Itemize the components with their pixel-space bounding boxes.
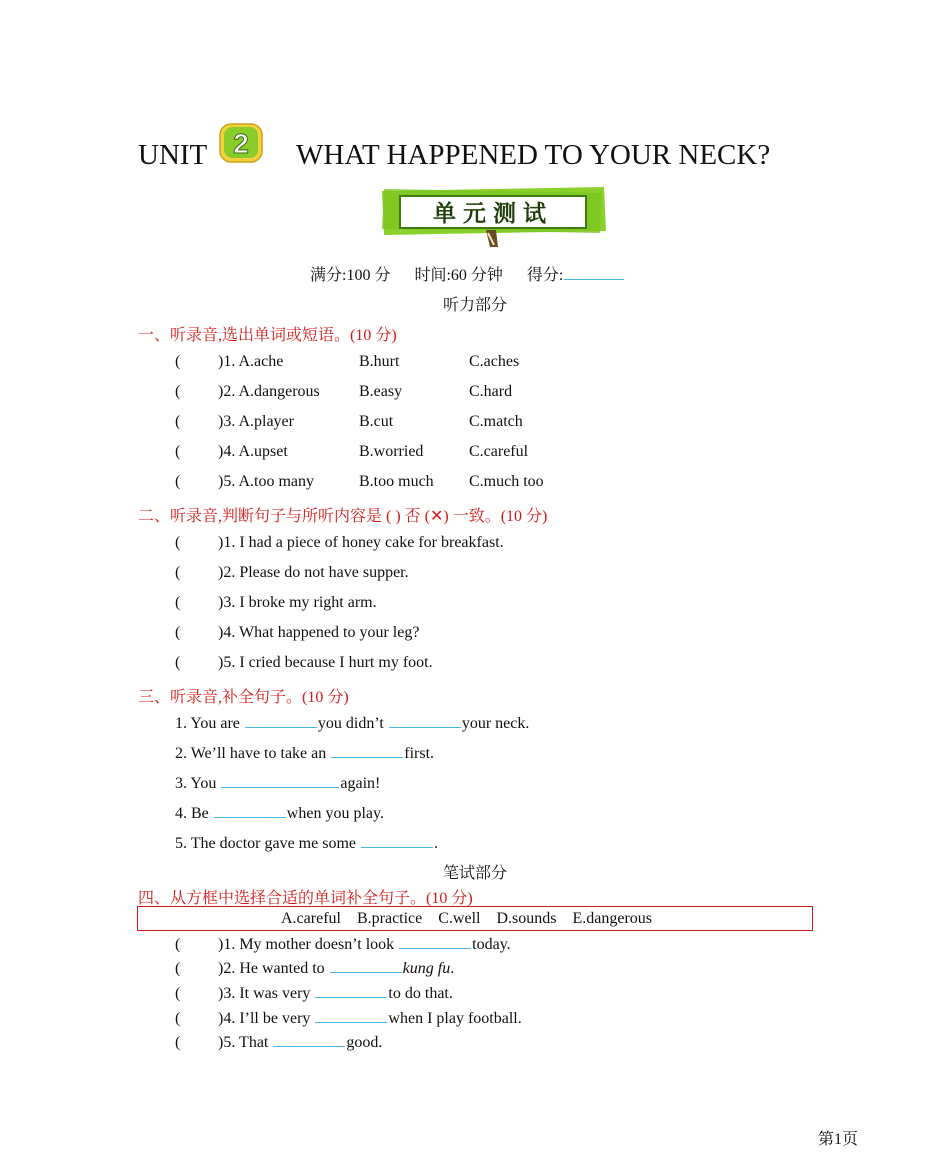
section1-heading: 一、听录音,选出单词或短语。(10 分): [138, 327, 397, 344]
s1-item5-c: C.much too: [469, 473, 544, 490]
s4-item2: )2. He wanted to kung fu.: [218, 960, 455, 977]
s2-item5: )5. I cried because I hurt my foot.: [218, 654, 433, 671]
answer-paren[interactable]: (: [175, 1034, 181, 1051]
s1-item3-a: )3. A.player: [218, 413, 294, 430]
answer-paren[interactable]: (: [175, 1010, 181, 1027]
s1-item3-c: C.match: [469, 413, 523, 430]
score-blank[interactable]: [564, 278, 624, 280]
word-options: A.careful B.practice C.well D.sounds E.dangerous: [281, 910, 653, 927]
fill-blank[interactable]: [330, 971, 402, 973]
s3-sentence1: 1. You are you didn’t your neck.: [175, 715, 530, 732]
writing-part-title: 笔试部分: [442, 865, 507, 882]
s2-item2: )2. Please do not have supper.: [218, 564, 409, 581]
s3-sentence5: 5. The doctor gave me some .: [175, 835, 438, 852]
section2-heading: 二、听录音,判断句子与所听内容是 ( ) 否 (✕) 一致。(10 分): [138, 508, 548, 525]
unit-number-badge: [218, 122, 264, 164]
score-label: 得分:: [526, 267, 564, 284]
s1-item5-b: B.too much: [359, 473, 434, 490]
fill-blank[interactable]: [389, 726, 461, 728]
unit-label: UNIT: [138, 139, 208, 171]
s4-item1: )1. My mother doesn’t look today.: [218, 936, 511, 953]
fill-blank[interactable]: [315, 996, 387, 998]
s2-item3: )3. I broke my right arm.: [218, 594, 377, 611]
s3-sentence3: 3. You again!: [175, 775, 381, 792]
fill-blank[interactable]: [361, 846, 433, 848]
answer-paren[interactable]: (: [175, 594, 181, 611]
s1-item4-a: )4. A.upset: [218, 443, 288, 460]
fill-blank[interactable]: [273, 1045, 345, 1047]
s2-item4: )4. What happened to your leg?: [218, 624, 420, 641]
s1-item3-b: B.cut: [359, 413, 394, 430]
s3-sentence4: 4. Be when you play.: [175, 805, 384, 822]
page-number: 第1页: [818, 1131, 859, 1148]
s1-item2-b: B.easy: [359, 383, 403, 400]
s3-sentence2: 2. We’ll have to take an first.: [175, 745, 435, 762]
answer-paren[interactable]: (: [175, 936, 181, 953]
section4-heading: 四、从方框中选择合适的单词补全句子。(10 分): [138, 890, 473, 907]
s1-item1-c: C.aches: [469, 353, 520, 370]
s1-item1-b: B.hurt: [359, 353, 400, 370]
s1-item2-c: C.hard: [469, 383, 513, 400]
s4-item5: )5. That good.: [218, 1034, 383, 1051]
answer-paren[interactable]: (: [175, 985, 181, 1002]
answer-paren[interactable]: (: [175, 960, 181, 977]
listening-part-title: 听力部分: [442, 297, 507, 314]
answer-paren[interactable]: (: [175, 383, 181, 400]
answer-paren[interactable]: (: [175, 353, 181, 370]
s1-item4-c: C.careful: [469, 443, 529, 460]
s2-item1: )1. I had a piece of honey cake for breakfast.: [218, 534, 504, 551]
answer-paren[interactable]: (: [175, 624, 181, 641]
fill-blank[interactable]: [399, 947, 471, 949]
s1-item2-a: )2. A.dangerous: [218, 383, 320, 400]
unit-number: 2: [233, 128, 249, 159]
full-score: 满分:100 分: [310, 267, 391, 284]
fill-blank[interactable]: [331, 756, 403, 758]
s4-item4: )4. I’ll be very when I play football.: [218, 1010, 522, 1027]
answer-paren[interactable]: (: [175, 473, 181, 490]
answer-paren[interactable]: (: [175, 564, 181, 581]
fill-blank[interactable]: [214, 816, 286, 818]
s4-item3: )3. It was very to do that.: [218, 985, 453, 1002]
answer-paren[interactable]: (: [175, 413, 181, 430]
s1-item4-b: B.worried: [359, 443, 424, 460]
answer-paren[interactable]: (: [175, 443, 181, 460]
s1-item5-a: )5. A.too many: [218, 473, 314, 490]
fill-blank[interactable]: [315, 1021, 387, 1023]
answer-paren[interactable]: (: [175, 654, 181, 671]
fill-blank[interactable]: [221, 786, 339, 788]
banner-text: 单元测试: [433, 201, 553, 227]
time-limit: 时间:60 分钟: [414, 267, 503, 284]
s1-item1-a: )1. A.ache: [218, 353, 284, 370]
unit-test-banner: [378, 183, 608, 249]
score-info: [310, 262, 625, 285]
fill-blank[interactable]: [245, 726, 317, 728]
section3-heading: 三、听录音,补全句子。(10 分): [138, 689, 349, 706]
page-title: WHAT HAPPENED TO YOUR NECK?: [296, 139, 771, 171]
answer-paren[interactable]: (: [175, 534, 181, 551]
